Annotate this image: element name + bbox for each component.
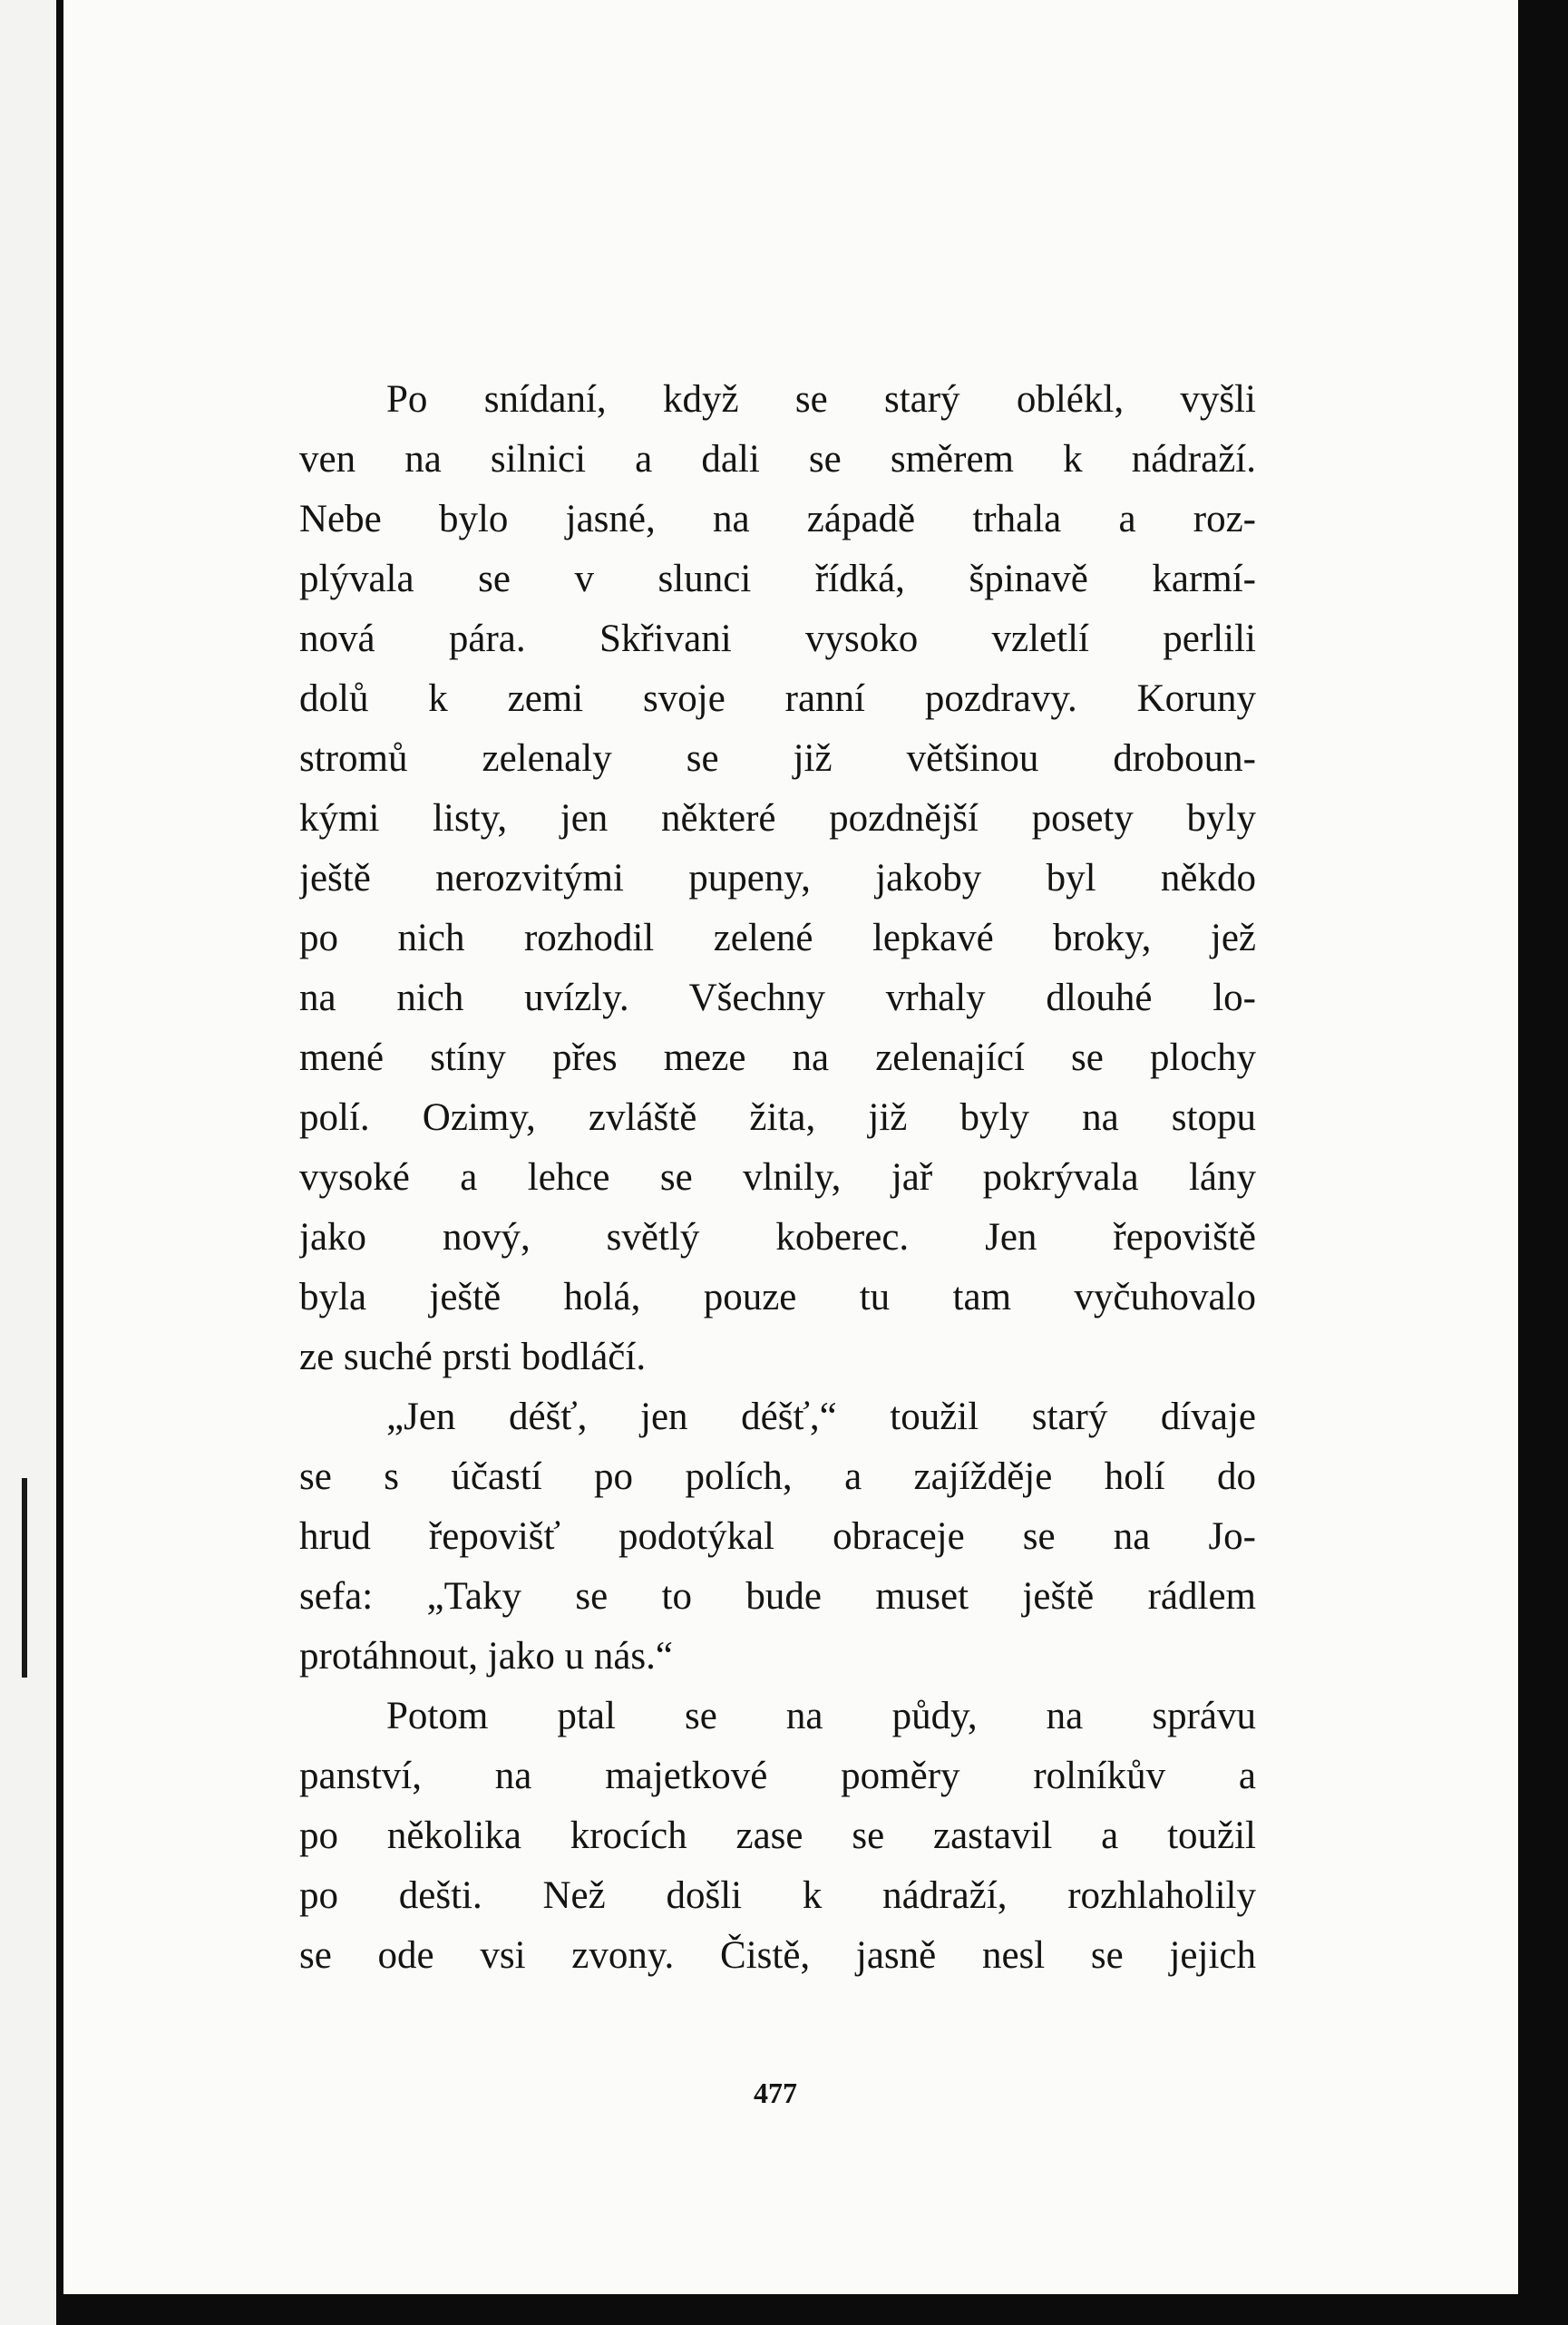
text-line: protáhnout, jako u nás.“	[299, 1635, 673, 1678]
text-line: dolů k zemi svoje ranní pozdravy. Koruny	[299, 677, 1256, 720]
text-line: jako nový, světlý koberec. Jen řepoviště	[299, 1216, 1256, 1259]
previous-page-edge	[0, 0, 56, 2325]
text-line: ještě nerozvitými pupeny, jakoby byl někdo	[299, 857, 1256, 900]
text-line: Nebe bylo jasné, na západě trhala a roz-	[299, 498, 1256, 540]
text-line: po několika krocích zase se zastavil a toužil	[299, 1814, 1256, 1857]
text-line: byla ještě holá, pouze tu tam vyčuhovalo	[299, 1276, 1256, 1318]
text-line: kými listy, jen některé pozdnější posety byly	[299, 797, 1256, 840]
text-line: stromů zelenaly se již většinou droboun-	[299, 737, 1256, 780]
text-line: sefa: „Taky se to bude muset ještě rádlem	[299, 1575, 1256, 1618]
body-text	[299, 370, 1256, 1986]
text-line: Po snídaní, když se starý oblékl, vyšli	[386, 378, 1256, 421]
text-line: ze suché prsti bodláčí.	[299, 1336, 647, 1378]
text-line: se ode vsi zvony. Čistě, jasně nesl se jejich	[299, 1934, 1256, 1977]
text-line: ven na silnici a dali se směrem k nádraží.	[299, 438, 1256, 481]
text-line: mené stíny přes meze na zelenající se plochy	[299, 1036, 1256, 1079]
text-line: Potom ptal se na půdy, na správu	[386, 1695, 1256, 1737]
text-line: hrud řepovišť podotýkal obraceje se na Jo-	[299, 1515, 1256, 1558]
text-line: vysoké a lehce se vlnily, jař pokrývala lány	[299, 1156, 1256, 1199]
text-line: na nich uvízly. Všechny vrhaly dlouhé lo-	[299, 977, 1256, 1019]
text-line: panství, na majetkové poměry rolníkův a	[299, 1755, 1256, 1797]
page-number: 477	[754, 2077, 797, 2109]
text-line: „Jen déšť, jen déšť,“ toužil starý dívaje	[386, 1396, 1256, 1438]
text-line: po nich rozhodil zelené lepkavé broky, jež	[299, 917, 1256, 959]
binding-mark	[22, 1478, 27, 1678]
text-line: nová pára. Skřivani vysoko vzletlí perlili	[299, 618, 1256, 660]
text-line: plývala se v slunci řídká, špinavě karmí-	[299, 558, 1256, 600]
text-line: po dešti. Než došli k nádraží, rozhlaholily	[299, 1874, 1256, 1917]
text-line: se s účastí po polích, a zajížděje holí do	[299, 1455, 1256, 1498]
text-line: polí. Ozimy, zvláště žita, již byly na stopu	[299, 1096, 1256, 1139]
